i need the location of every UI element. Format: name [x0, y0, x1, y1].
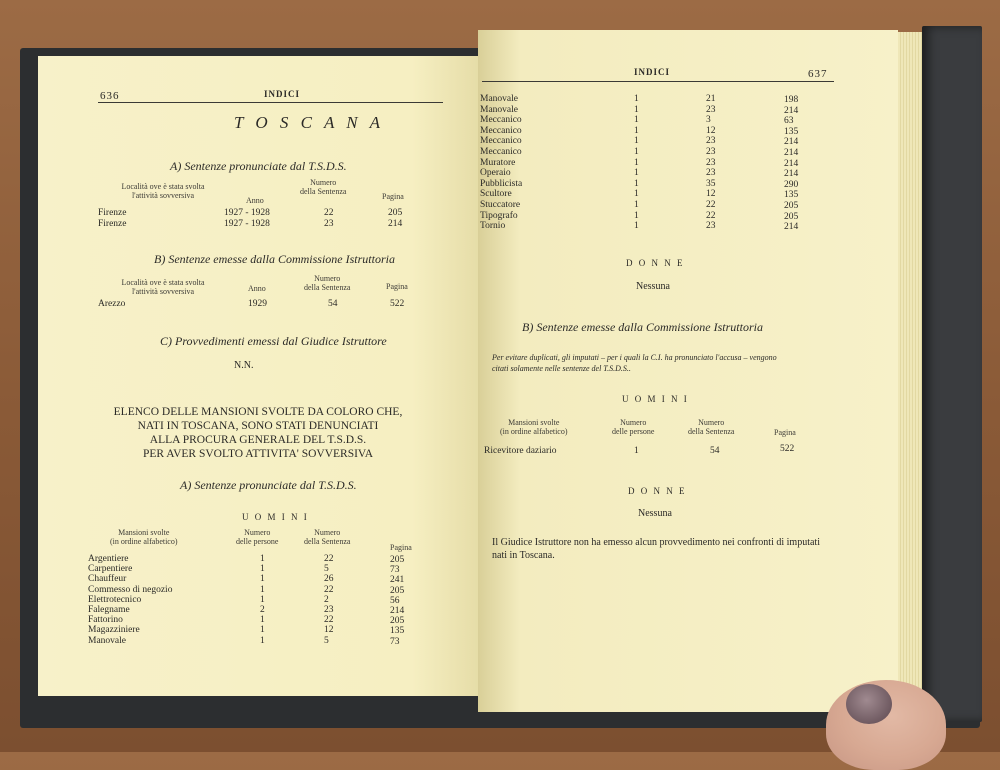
- elenco-line-3: ALLA PROCURA GENERALE DEL T.S.D.S.: [149, 434, 367, 446]
- table-row-sentenza: 12: [324, 625, 334, 636]
- header-rule: [482, 81, 834, 82]
- table-row-persone: 1: [634, 178, 639, 189]
- table-row-pagina: 135: [390, 626, 405, 637]
- region-title: T O S C A N A: [234, 113, 384, 132]
- table-row-persone: 1: [260, 574, 265, 585]
- col-number: Numero della Sentenza: [304, 274, 351, 292]
- section-b-title: B) Sentenze emesse dalla Commissione Istruttoria: [154, 252, 395, 266]
- table-row-persone: 1: [634, 147, 639, 157]
- table-row-persone: 1: [634, 125, 639, 136]
- section-a-title: A) Sentenze pronunciate dal T.S.D.S.: [170, 159, 347, 173]
- table-row-page: 214: [388, 219, 403, 229]
- table-row-pagina: 135: [784, 126, 799, 137]
- table-row-persone: 1: [634, 221, 639, 232]
- table-row-pagina: 205: [784, 201, 799, 211]
- table-row-sentenza: 23: [706, 136, 716, 147]
- elenco-line-2: NATI IN TOSCANA, SONO STATI DENUNCIATI: [137, 420, 379, 432]
- table-row-name: Elettrotecnico: [88, 594, 142, 605]
- table-row-pagina: 63: [784, 116, 794, 127]
- note-line-2: citati solamente nelle sentenze del T.S.D.S..: [492, 364, 631, 373]
- table-row-sentenza: 22: [706, 210, 716, 221]
- table-row-number: 54: [328, 299, 338, 309]
- col-number: Numero della Sentenza: [300, 178, 347, 196]
- table-row-persone: 1: [260, 635, 265, 646]
- table-row-pagina: 522: [780, 444, 795, 454]
- table-row-pagina: 205: [390, 616, 405, 627]
- table-row-persone: 1: [634, 210, 639, 221]
- table-row-year: 1929: [248, 299, 267, 309]
- table-row-name: Operaio: [480, 168, 511, 179]
- table-row-pagina: 73: [390, 636, 400, 647]
- table-row-sentenza: 12: [706, 125, 716, 136]
- col-pagina: Pagina: [390, 543, 412, 552]
- table-row-pagina: 73: [390, 565, 400, 576]
- col-mansioni: Mansioni svolte (in ordine alfabetico): [500, 418, 568, 436]
- table-row-sentenza: 3: [706, 115, 711, 126]
- table-row-number: 22: [324, 208, 334, 218]
- table-row-name: Manovale: [88, 635, 126, 646]
- col-pagina: Pagina: [774, 428, 796, 437]
- table-row-sentenza: 35: [706, 178, 716, 189]
- table-row-persone: 1: [260, 594, 265, 605]
- closing-line-1: Il Giudice Istruttore non ha emesso alcun provvedimento nei confronti di imputati: [492, 537, 820, 548]
- table-row-pagina: 214: [390, 606, 405, 616]
- table-row-sentenza: 26: [324, 574, 334, 585]
- table-row-persone: 1: [634, 168, 639, 179]
- uomini-label-right: U O M I N I: [622, 394, 689, 404]
- page-number-left: 636: [100, 90, 120, 102]
- table-row-name: Scultore: [480, 189, 512, 200]
- table-row-pagina: 205: [390, 555, 405, 565]
- table-row-persone: 1: [260, 584, 265, 595]
- elenco-line-1: ELENCO DELLE MANSIONI SVOLTE DA COLORO CHE,: [113, 406, 403, 418]
- table-row-sentenza: 22: [324, 615, 334, 626]
- donne-label-2: D O N N E: [628, 486, 687, 496]
- table-row-sentenza: 54: [710, 446, 720, 456]
- section-c-value: N.N.: [234, 360, 254, 371]
- table-row-sentenza: 23: [706, 147, 716, 157]
- table-row-name: Tipografo: [480, 210, 518, 221]
- table-row-persone: 1: [260, 554, 265, 564]
- col-year: Anno: [246, 196, 264, 205]
- table-row-name: Carpentiere: [88, 564, 133, 575]
- table-row-persone: 1: [634, 200, 639, 210]
- table-row-persone: 2: [260, 605, 265, 615]
- table-row-name: Meccanico: [480, 147, 522, 157]
- section-b-title-right: B) Sentenze emesse dalla Commissione Istruttoria: [522, 320, 763, 334]
- col-sentenza: Numero della Sentenza: [304, 528, 351, 546]
- table-row-page: 205: [388, 208, 403, 218]
- table-row-name: Stuccatore: [480, 200, 521, 210]
- col-page: Pagina: [386, 282, 408, 291]
- section-a2-title: A) Sentenze pronunciate dal T.S.D.S.: [180, 478, 357, 492]
- table-row-name: Meccanico: [480, 115, 522, 126]
- table-row-pagina: 290: [784, 179, 799, 190]
- page-header-right: INDICI: [634, 67, 671, 77]
- table-row-name: Meccanico: [480, 136, 522, 147]
- table-row-pagina: 198: [784, 95, 799, 105]
- col-persone: Numero delle persone: [612, 418, 655, 436]
- header-rule: [98, 102, 443, 103]
- table-row-pagina: 205: [390, 585, 405, 596]
- table-row-name: Manovale: [480, 104, 518, 115]
- table-row-persone: 1: [634, 104, 639, 115]
- table-row-place: Firenze: [98, 208, 127, 218]
- closing-line-2: nati in Toscana.: [492, 550, 555, 561]
- table-row-pagina: 214: [784, 105, 799, 116]
- table-row-pagina: 214: [784, 137, 799, 148]
- table-row-persone: 1: [634, 446, 639, 456]
- table-row-sentenza: 23: [324, 605, 334, 615]
- page-header-left: INDICI: [264, 89, 301, 99]
- table-row-name: Fattorino: [88, 615, 123, 626]
- table-row-pagina: 241: [390, 575, 405, 586]
- table-row-number: 23: [324, 219, 334, 229]
- table-row-sentenza: 23: [706, 168, 716, 179]
- table-row-page: 522: [390, 299, 405, 309]
- table-row-name: Argentiere: [88, 554, 129, 564]
- table-row-name: Meccanico: [480, 125, 522, 136]
- note-line-1: Per evitare duplicati, gli imputati – per i quali la C.I. ha pronunciato l'accusa – vengono: [492, 353, 777, 362]
- table-row-place: Firenze: [98, 219, 127, 229]
- table-row-persone: 1: [634, 189, 639, 200]
- table-row-persone: 1: [634, 157, 639, 168]
- donne-value-2: Nessuna: [638, 508, 672, 519]
- table-row-sentenza: 22: [324, 554, 334, 564]
- table-row-pagina: 214: [784, 222, 799, 233]
- col-persone: Numero delle persone: [236, 528, 279, 546]
- page-number-right: 637: [808, 68, 828, 80]
- table-row-sentenza: 22: [324, 584, 334, 595]
- table-row-sentenza: 12: [706, 189, 716, 200]
- table-row-pagina: 214: [784, 158, 799, 169]
- table-row-year: 1927 - 1928: [224, 219, 270, 229]
- table-row-sentenza: 23: [706, 157, 716, 168]
- table-row-sentenza: 2: [324, 594, 329, 605]
- col-place: Località ove è stata svolta l'attività sovversiva: [121, 182, 205, 200]
- table-row-sentenza: 5: [324, 564, 329, 575]
- table-row-pagina: 205: [784, 211, 799, 222]
- table-row-name: Commesso di negozio: [88, 584, 173, 595]
- table-row-persone: 1: [260, 564, 265, 575]
- table-row-persone: 1: [634, 94, 639, 104]
- donne-value: Nessuna: [636, 281, 670, 292]
- table-row-name: Tornio: [480, 221, 506, 232]
- table-row-sentenza: 21: [706, 94, 716, 104]
- table-row-pagina: 214: [784, 148, 799, 158]
- table-row-sentenza: 5: [324, 635, 329, 646]
- table-row-year: 1927 - 1928: [224, 208, 270, 218]
- table-row-name: Magazziniere: [88, 625, 140, 636]
- col-year: Anno: [248, 284, 266, 293]
- table-row-name: Falegname: [88, 605, 130, 615]
- uomini-label: U O M I N I: [242, 512, 309, 522]
- section-c-title: C) Provvedimenti emessi dal Giudice Istruttore: [160, 334, 387, 348]
- table-row-persone: 1: [634, 136, 639, 147]
- table-row-sentenza: 23: [706, 104, 716, 115]
- table-row-name: Manovale: [480, 94, 518, 104]
- table-row-name: Chauffeur: [88, 574, 127, 585]
- table-row-name: Muratore: [480, 157, 516, 168]
- table-row-pagina: 56: [390, 595, 400, 606]
- table-row-name: Pubblicista: [480, 178, 523, 189]
- elenco-line-4: PER AVER SVOLTO ATTIVITA' SOVVERSIVA: [142, 448, 374, 460]
- table-row-pagina: 135: [784, 190, 799, 201]
- table-row-place: Arezzo: [98, 299, 126, 309]
- col-mansioni: Mansioni svolte (in ordine alfabetico): [110, 528, 178, 546]
- table-row-pagina: 214: [784, 169, 799, 180]
- thumbnail-nail: [846, 684, 892, 724]
- table-row-sentenza: 23: [706, 221, 716, 232]
- right-page: [478, 30, 898, 712]
- left-page: [38, 56, 478, 696]
- table-row-persone: 1: [260, 625, 265, 636]
- donne-label: D O N N E: [626, 258, 685, 268]
- col-place: Località ove è stata svolta l'attività sovversiva: [121, 278, 205, 296]
- page-edges: [898, 32, 922, 714]
- col-page: Pagina: [382, 192, 404, 201]
- table-row-persone: 1: [260, 615, 265, 626]
- table-row-name: Ricevitore daziario: [484, 446, 557, 456]
- book-cover-spine: [922, 26, 982, 722]
- col-sentenza: Numero della Sentenza: [688, 418, 735, 436]
- table-row-sentenza: 22: [706, 200, 716, 210]
- table-row-persone: 1: [634, 115, 639, 126]
